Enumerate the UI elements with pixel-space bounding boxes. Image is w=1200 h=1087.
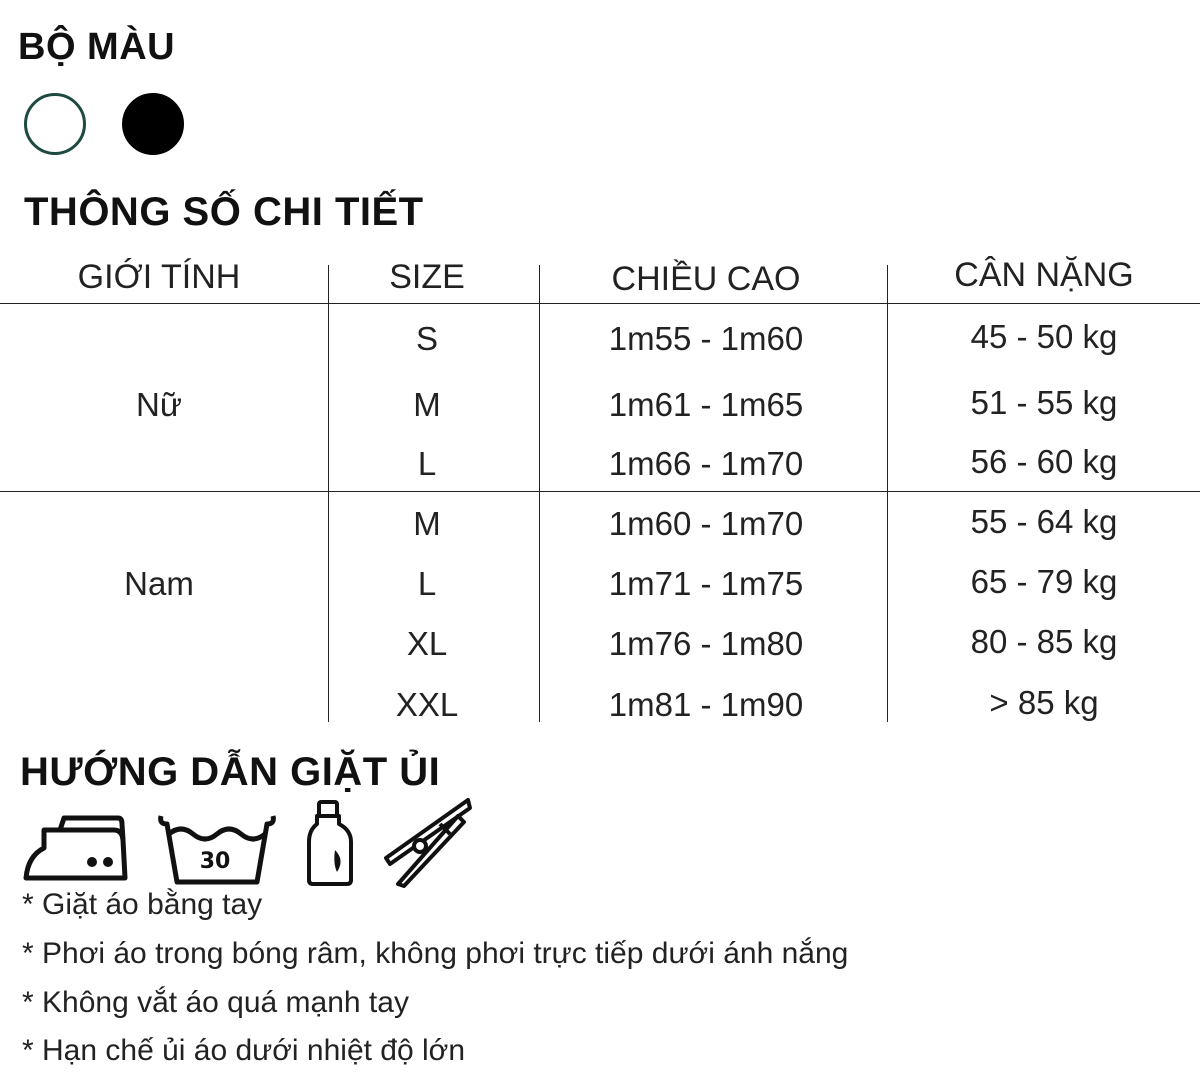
care-note: * Không vắt áo quá mạnh tay xyxy=(22,986,409,1019)
weight-cell: 56 - 60 kg xyxy=(970,443,1118,480)
height-cell: 1m76 - 1m80 xyxy=(608,625,804,662)
height-cell: 1m61 - 1m65 xyxy=(608,386,804,423)
table-header-divider xyxy=(0,303,1200,304)
care-note: * Phơi áo trong bóng râm, không phơi trực tiếp dưới ánh nắng xyxy=(22,937,849,970)
weight-cell: 51 - 55 kg xyxy=(970,384,1118,421)
table-group-divider xyxy=(0,491,1200,492)
color-swatch-black[interactable] xyxy=(122,93,184,155)
weight-cell: 55 - 64 kg xyxy=(970,503,1118,540)
colors-heading: BỘ MÀU xyxy=(18,26,176,68)
gender-cell-female: Nữ xyxy=(136,386,182,423)
clothespin-icon xyxy=(380,796,474,893)
height-cell: 1m81 - 1m90 xyxy=(608,686,804,723)
size-cell: L xyxy=(417,565,437,602)
iron-icon xyxy=(22,812,128,887)
column-header-size: SIZE xyxy=(389,258,465,296)
weight-cell: 45 - 50 kg xyxy=(970,318,1118,355)
table-column-divider xyxy=(328,265,329,722)
table-column-divider xyxy=(539,265,540,722)
size-cell: S xyxy=(415,320,439,357)
column-header-height: CHIỀU CAO xyxy=(611,260,801,298)
height-cell: 1m60 - 1m70 xyxy=(608,505,804,542)
color-swatch-white[interactable] xyxy=(24,93,86,155)
care-note: * Giặt áo bằng tay xyxy=(22,888,263,921)
column-header-gender: GIỚI TÍNH xyxy=(77,258,241,296)
height-cell: 1m71 - 1m75 xyxy=(608,565,804,602)
care-heading: HƯỚNG DẪN GIẶT ỦI xyxy=(20,750,441,794)
care-note: * Hạn chế ủi áo dưới nhiệt độ lớn xyxy=(22,1034,466,1067)
height-cell: 1m55 - 1m60 xyxy=(608,320,804,357)
detergent-bottle-icon xyxy=(305,798,355,891)
gender-cell-male: Nam xyxy=(124,565,194,602)
size-cell: XXL xyxy=(395,686,459,723)
size-cell: L xyxy=(417,445,437,482)
weight-cell: 65 - 79 kg xyxy=(970,563,1118,600)
size-cell: XL xyxy=(406,625,448,662)
table-column-divider xyxy=(887,265,888,722)
weight-cell: > 85 kg xyxy=(989,684,1099,721)
specs-heading: THÔNG SỐ CHI TIẾT xyxy=(24,190,424,234)
height-cell: 1m66 - 1m70 xyxy=(608,445,804,482)
size-cell: M xyxy=(413,386,441,423)
weight-cell: 80 - 85 kg xyxy=(970,623,1118,660)
wash-temperature-label: 30 xyxy=(199,849,231,874)
wash-30-icon xyxy=(155,810,280,890)
column-header-weight: CÂN NẶNG xyxy=(954,256,1134,294)
size-cell: M xyxy=(413,505,441,542)
